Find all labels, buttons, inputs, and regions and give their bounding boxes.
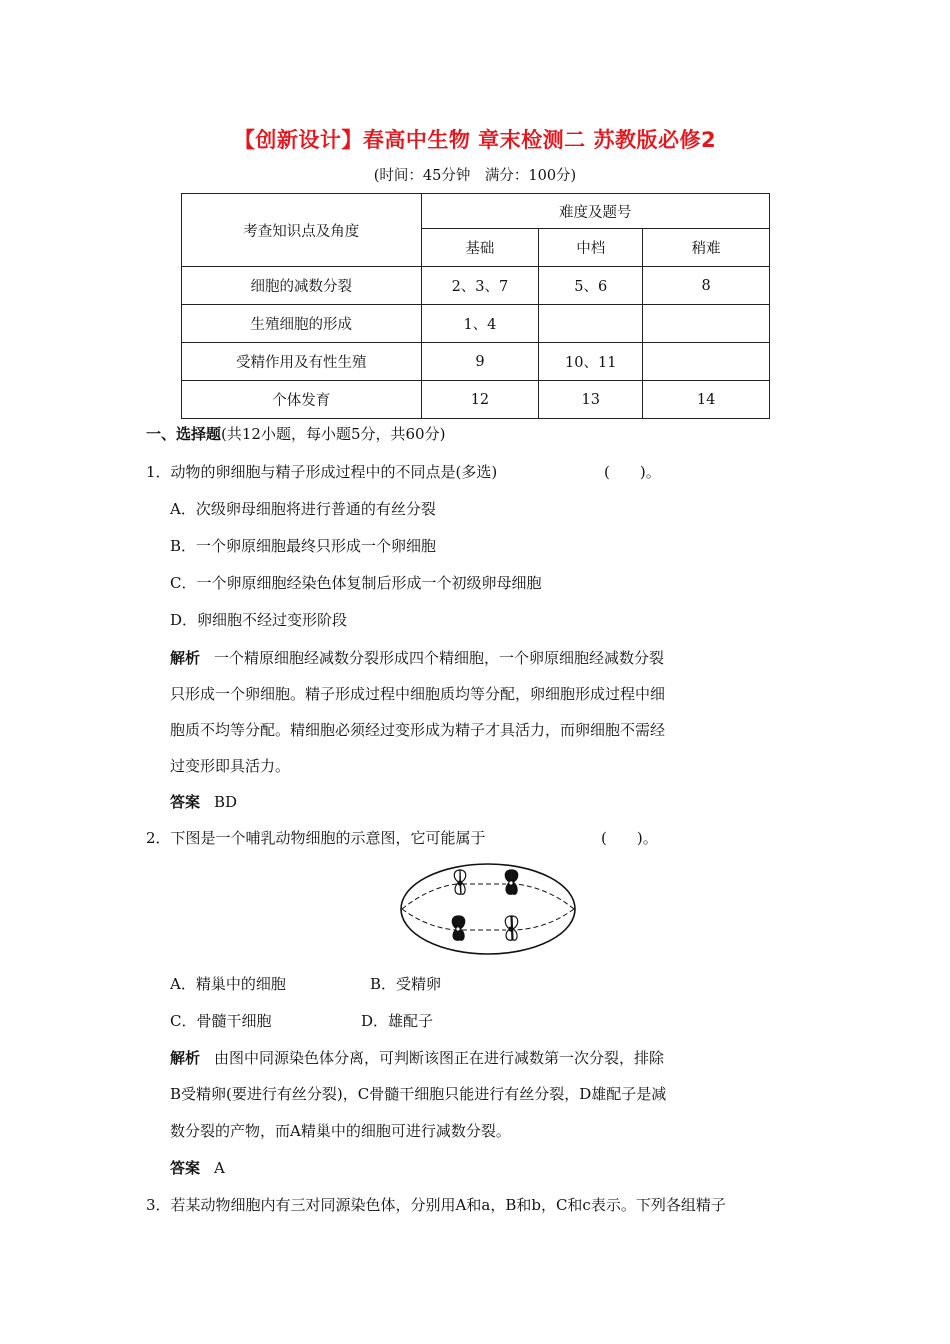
question-1-option-b: B．一个卵原细胞最终只形成一个卵细胞 [170, 537, 437, 555]
question-2-stem: 2．下图是一个哺乳动物细胞的示意图，它可能属于 [146, 829, 486, 847]
table-cell-basic: 9 [421, 343, 539, 381]
table-row [182, 267, 770, 305]
analysis-text: 一个精原细胞经减数分裂形成四个精细胞，一个卵原细胞经减数分裂 [214, 649, 665, 667]
question-1-stem: 1．动物的卵细胞与精子形成过程中的不同点是(多选) [146, 463, 498, 481]
chromosome-white-lower [505, 916, 518, 940]
table-cell-medium [539, 305, 643, 343]
table-header-difficulty: 难度及题号 [421, 194, 769, 229]
analysis-text: 由图中同源染色体分离，可判断该图正在进行减数第一次分裂，排除 [214, 1049, 665, 1067]
question-2-option-a: A．精巢中的细胞 [170, 975, 286, 993]
table-cell-medium: 5、6 [539, 267, 643, 305]
question-1-answer [170, 791, 237, 812]
table-cell-hard: 14 [643, 381, 770, 419]
table-cell-hard [643, 305, 770, 343]
analysis-label: 解析 [170, 649, 201, 667]
question-1-analysis-line: 过变形即具活力。 [170, 757, 291, 775]
table-cell-topic: 受精作用及有性生殖 [182, 343, 422, 381]
question-2-answer-blank: ( )。 [601, 829, 658, 847]
table-cell-basic: 12 [421, 381, 539, 419]
table-row [182, 305, 770, 343]
question-2-analysis-line [170, 1047, 664, 1068]
chromosome-black-upper [505, 870, 518, 894]
question-2-analysis-line: 数分裂的产物，而A精巢中的细胞可进行减数分裂。 [170, 1122, 511, 1140]
chromosome-white-upper [454, 870, 466, 894]
table-header-topic: 考查知识点及角度 [182, 194, 422, 267]
knowledge-table [181, 193, 770, 419]
cell-division-diagram [398, 858, 578, 956]
table-row [182, 343, 770, 381]
question-1-analysis-line: 胞质不均等分配。精细胞必须经过变形成为精子才具活力，而卵细胞不需经 [170, 721, 666, 739]
table-cell-hard [643, 343, 770, 381]
question-2-option-c: C．骨髓干细胞 [170, 1012, 272, 1030]
answer-label: 答案 [170, 1159, 201, 1177]
section-note: (共12小题，每小题5分，共60分) [221, 425, 446, 443]
answer-value: A [214, 1159, 225, 1177]
question-1-option-c: C．一个卵原细胞经染色体复制后形成一个初级卵母细胞 [170, 574, 542, 592]
analysis-label: 解析 [170, 1049, 201, 1067]
question-1-option-a: A．次级卵母细胞将进行普通的有丝分裂 [170, 500, 436, 518]
table-cell-basic: 2、3、7 [421, 267, 539, 305]
document-title: 【创新设计】春高中生物 章末检测二 苏教版必修2 [233, 128, 717, 152]
exam-info: (时间：45分钟 满分：100分) [373, 168, 577, 184]
section-title: 一、选择题 [146, 425, 222, 443]
cell-membrane [401, 864, 575, 954]
table-header-medium: 中档 [539, 229, 643, 267]
table-header-hard: 稍难 [643, 229, 770, 267]
table-cell-topic: 细胞的减数分裂 [182, 267, 422, 305]
table-row [182, 381, 770, 419]
section-heading [146, 423, 445, 444]
table-cell-basic: 1、4 [421, 305, 539, 343]
chromosome-black-lower [452, 916, 465, 940]
answer-label: 答案 [170, 793, 201, 811]
spindle-fibers [402, 884, 574, 930]
question-2-analysis-line: B受精卵(要进行有丝分裂)，C骨髓干细胞只能进行有丝分裂，D雄配子是减 [170, 1085, 667, 1103]
question-1-option-d: D．卵细胞不经过变形阶段 [170, 611, 348, 629]
table-cell-topic: 生殖细胞的形成 [182, 305, 422, 343]
question-2-answer [170, 1157, 225, 1178]
table-cell-topic: 个体发育 [182, 381, 422, 419]
table-header-basic: 基础 [421, 229, 539, 267]
table-cell-hard: 8 [643, 267, 770, 305]
question-1-answer-blank: ( )。 [604, 463, 661, 481]
question-2-option-b: B．受精卵 [370, 975, 442, 993]
question-1-analysis-line: 只形成一个卵细胞。精子形成过程中细胞质均等分配，卵细胞形成过程中细 [170, 685, 666, 703]
question-1-analysis-line [170, 647, 664, 668]
table-cell-medium: 13 [539, 381, 643, 419]
table-cell-medium: 10、11 [539, 343, 643, 381]
question-2-option-d: D．雄配子 [361, 1012, 434, 1030]
question-3-stem: 3．若某动物细胞内有三对同源染色体，分别用A和a，B和b，C和c表示。下列各组精子 [146, 1196, 726, 1214]
answer-value: BD [214, 793, 238, 811]
